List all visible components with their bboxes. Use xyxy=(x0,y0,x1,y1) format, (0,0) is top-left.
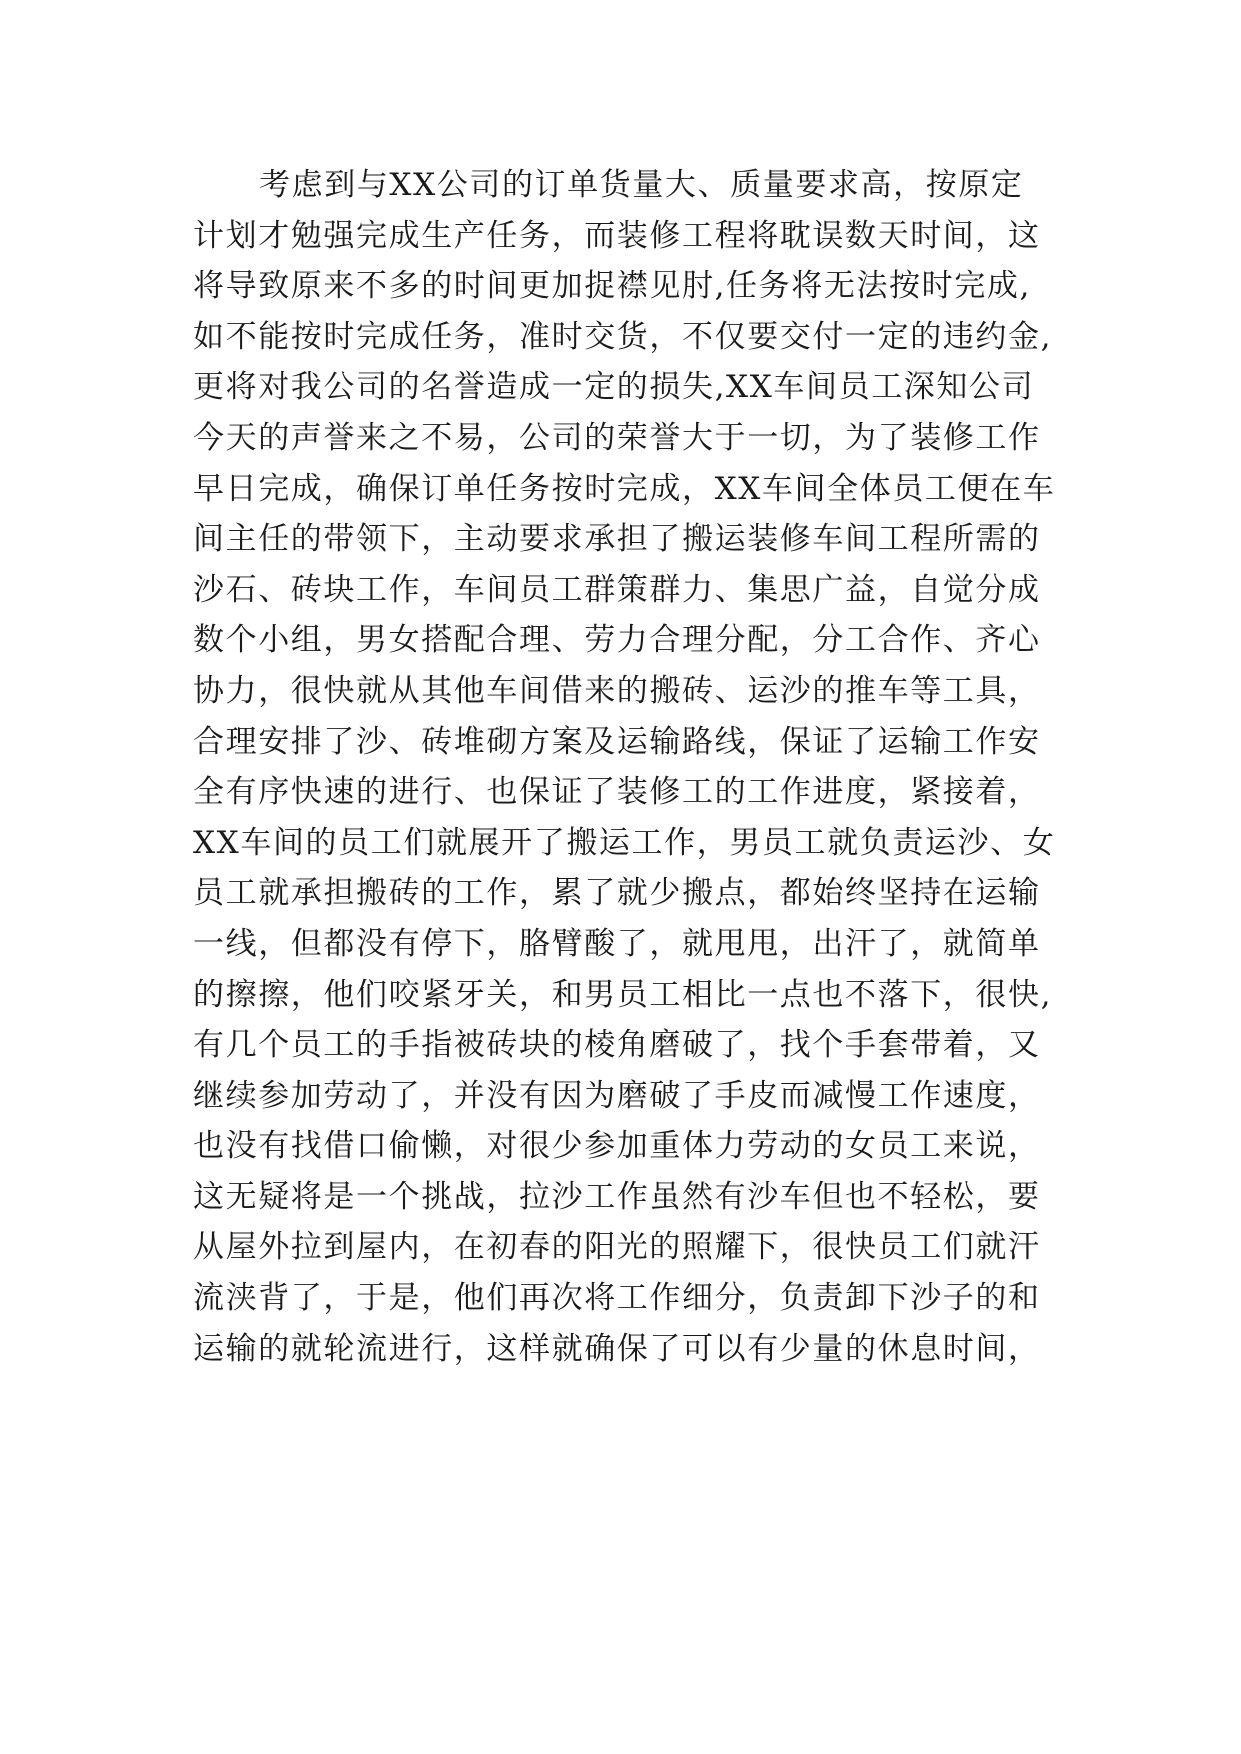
text-line: 协力，很快就从其他车间借来的搬砖、运沙的推车等工具， xyxy=(193,672,1041,709)
text-line: 沙石、砖块工作，车间员工群策群力、集思广益，自觉分成 xyxy=(193,571,1041,608)
body-paragraph xyxy=(193,160,1093,1374)
text-line: 合理安排了沙、砖堆砌方案及运输路线，保证了运输工作安 xyxy=(193,723,1041,760)
text-line: 这无疑将是一个挑战，拉沙工作虽然有沙车但也不轻松，要 xyxy=(193,1178,1041,1215)
text-line: 也没有找借口偷懒，对很少参加重体力劳动的女员工来说， xyxy=(193,1128,1041,1165)
text-line: 的擦擦，他们咬紧牙关，和男员工相比一点也不落下，很快, xyxy=(193,976,1053,1013)
text-line: 继续参加劳动了，并没有因为磨破了手皮而减慢工作速度， xyxy=(193,1077,1041,1114)
text-line: 有几个员工的手指被砖块的棱角磨破了，找个手套带着，又 xyxy=(193,1027,1041,1064)
text-line: 考虑到与XX公司的订单货量大、质量要求高，按原定 xyxy=(259,167,1024,203)
text-line: 计划才勉强完成生产任务，而装修工程将耽误数天时间，这 xyxy=(193,217,1041,254)
text-line: 数个小组，男女搭配合理、劳力合理分配，分工合作、齐心 xyxy=(193,622,1041,659)
text-line: 从屋外拉到屋内，在初春的阳光的照耀下，很快员工们就汗 xyxy=(193,1229,1041,1266)
text-line: 间主任的带领下，主动要求承担了搬运装修车间工程所需的 xyxy=(193,521,1041,558)
text-line: XX车间的员工们就展开了搬运工作，男员工就负责运沙、女 xyxy=(193,824,1056,861)
text-line: 如不能按时完成任务，准时交货，不仅要交付一定的违约金, xyxy=(193,318,1053,355)
text-line: 全有序快速的进行、也保证了装修工的工作进度，紧接着， xyxy=(193,774,1041,811)
text-line: 流浃背了，于是，他们再次将工作细分，负责卸下沙子的和 xyxy=(193,1280,1041,1317)
text-line: 员工就承担搬砖的工作，累了就少搬点，都始终坚持在运输 xyxy=(193,875,1041,912)
text-line: 将导致原来不多的时间更加捉襟见肘,任务将无法按时完成, xyxy=(193,268,1031,305)
text-line: 早日完成，确保订单任务按时完成，XX车间全体员工便在车 xyxy=(193,470,1056,507)
text-line: 今天的声誉来之不易，公司的荣誉大于一切，为了装修工作 xyxy=(193,419,1041,456)
text-line: 更将对我公司的名誉造成一定的损失,XX车间员工深知公司 xyxy=(193,369,1035,406)
text-line: 运输的就轮流进行，这样就确保了可以有少量的休息时间， xyxy=(193,1330,1041,1367)
text-line: 一线，但都没有停下，胳臂酸了，就甩甩，出汗了，就简单 xyxy=(193,925,1041,962)
